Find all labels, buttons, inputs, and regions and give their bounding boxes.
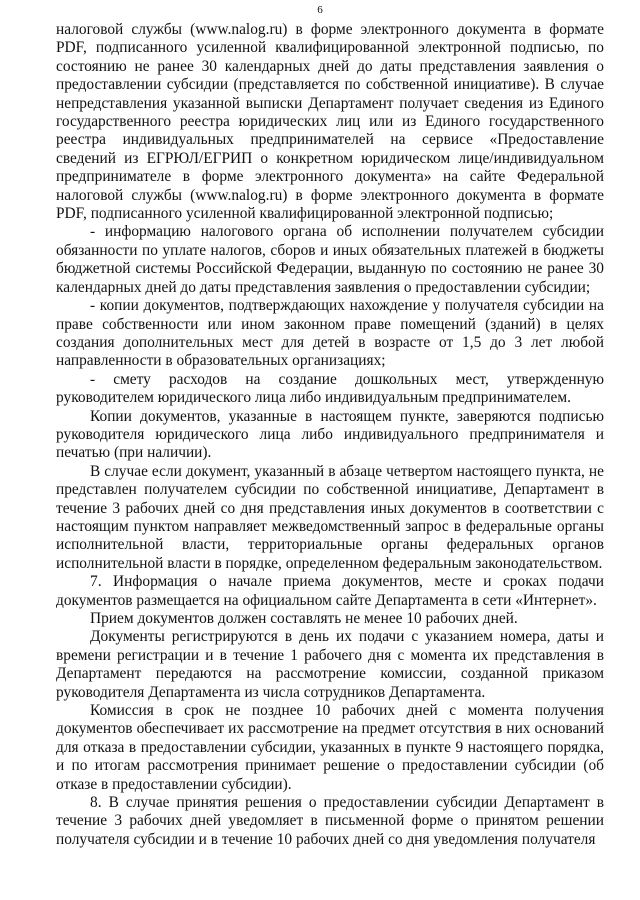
paragraph-copies-certification: Копии документов, указанные в настоящем пункте, заверяются подписью руководителя юридического лица либо индивидуального предпринимателя и печатью (при наличии). <box>56 407 604 462</box>
paragraph-nalog-statement-continuation: налоговой службы (www.nalog.ru) в форме электронного документа в формате PDF, подписанного усиленной квалифицированной электронной подписью, по состоянию не ранее 30 календарных дней до даты представления заявления о предоставлении субсидии (представляется по собственной инициативе). В случае непредставления указанной выписки Департамент получает сведения из Единого государственного реестра юридических лиц или из Единого государственного реестра индивидуальных предпринимателей на сервисе «Предоставление сведений из ЕГРЮЛ/ЕГРИП о конкретном юридическом лице/индивидуальном предпринимателе в форме электронного документа» на сайте Федеральной налоговой службы (www.nalog.ru) в форме электронного документа в формате PDF, подписанного усиленной квалифицированной электронной подписью; <box>56 21 604 223</box>
document-body <box>56 21 604 849</box>
paragraph-item-7-information: 7. Информация о начале приема документов, месте и сроках подачи документов размещается на официальном сайте Департамента в сети «Интернет». <box>56 573 604 609</box>
paragraph-cost-estimate: - смету расходов на создание дошкольных мест, утвержденную руководителем юридического лица либо индивидуальным предпринимателем. <box>56 370 604 407</box>
paragraph-tax-authority-info: - информацию налогового органа об исполнении получателем субсидии обязанности по уплате налогов, сборов и иных обязательных платежей в бюджеты бюджетной системы Российской Федерации, выданную по состоянию не ранее 30 календарных дней до даты представления заявления о предоставлении субсидии; <box>56 223 604 296</box>
paragraph-acceptance-period: Прием документов должен составлять не менее 10 рабочих дней. <box>90 610 518 627</box>
paragraph-document-registration: Документы регистрируются в день их подачи с указанием номера, даты и времени регистрации и в течение 1 рабочего дня с момента их представления в Департамент передаются на рассмотрение комиссии, созданной приказом руководителя Департамента из числа сотрудников Департамента. <box>56 628 604 701</box>
paragraph-premises-documents: - копии документов, подтверждающих нахождение у получателя субсидии на праве собственности или ином законном праве помещений (зданий) в целях создания дополнительных мест для детей в возрасте от 1,5 до 3 лет любой направленности в образовательных организациях; <box>56 297 604 370</box>
paragraph-item-8-decision: 8. В случае принятия решения о предоставлении субсидии Департамент в течение 3 рабочих дней уведомляет в письменной форме о принятом решении получателя субсидии и в течение 10 рабочих дней со дня уведомления получателя <box>56 794 604 848</box>
paragraph-commission-review: Комиссия в срок не позднее 10 рабочих дней с момента получения документов обеспечивает их рассмотрение на предмет отсутствия в них оснований для отказа в предоставлении субсидии, указанных в пункте 9 настоящего порядка, и по итогам рассмотрения принимает решение о предоставлении субсидии (об отказе в предоставлении субсидии). <box>56 702 604 793</box>
paragraph-interagency-request: В случае если документ, указанный в абзаце четвертом настоящего пункта, не представлен получателем субсидии по собственной инициативе, Департамент в течение 3 рабочих дней со дня представления иных документов в соответствии с настоящим пунктом направляет межведомственный запрос в федеральные органы исполнительной власти, территориальные органы федеральных органов исполнительной власти в порядке, определенном федеральным законодательством. <box>56 462 604 572</box>
page-number: 6 <box>317 4 323 16</box>
